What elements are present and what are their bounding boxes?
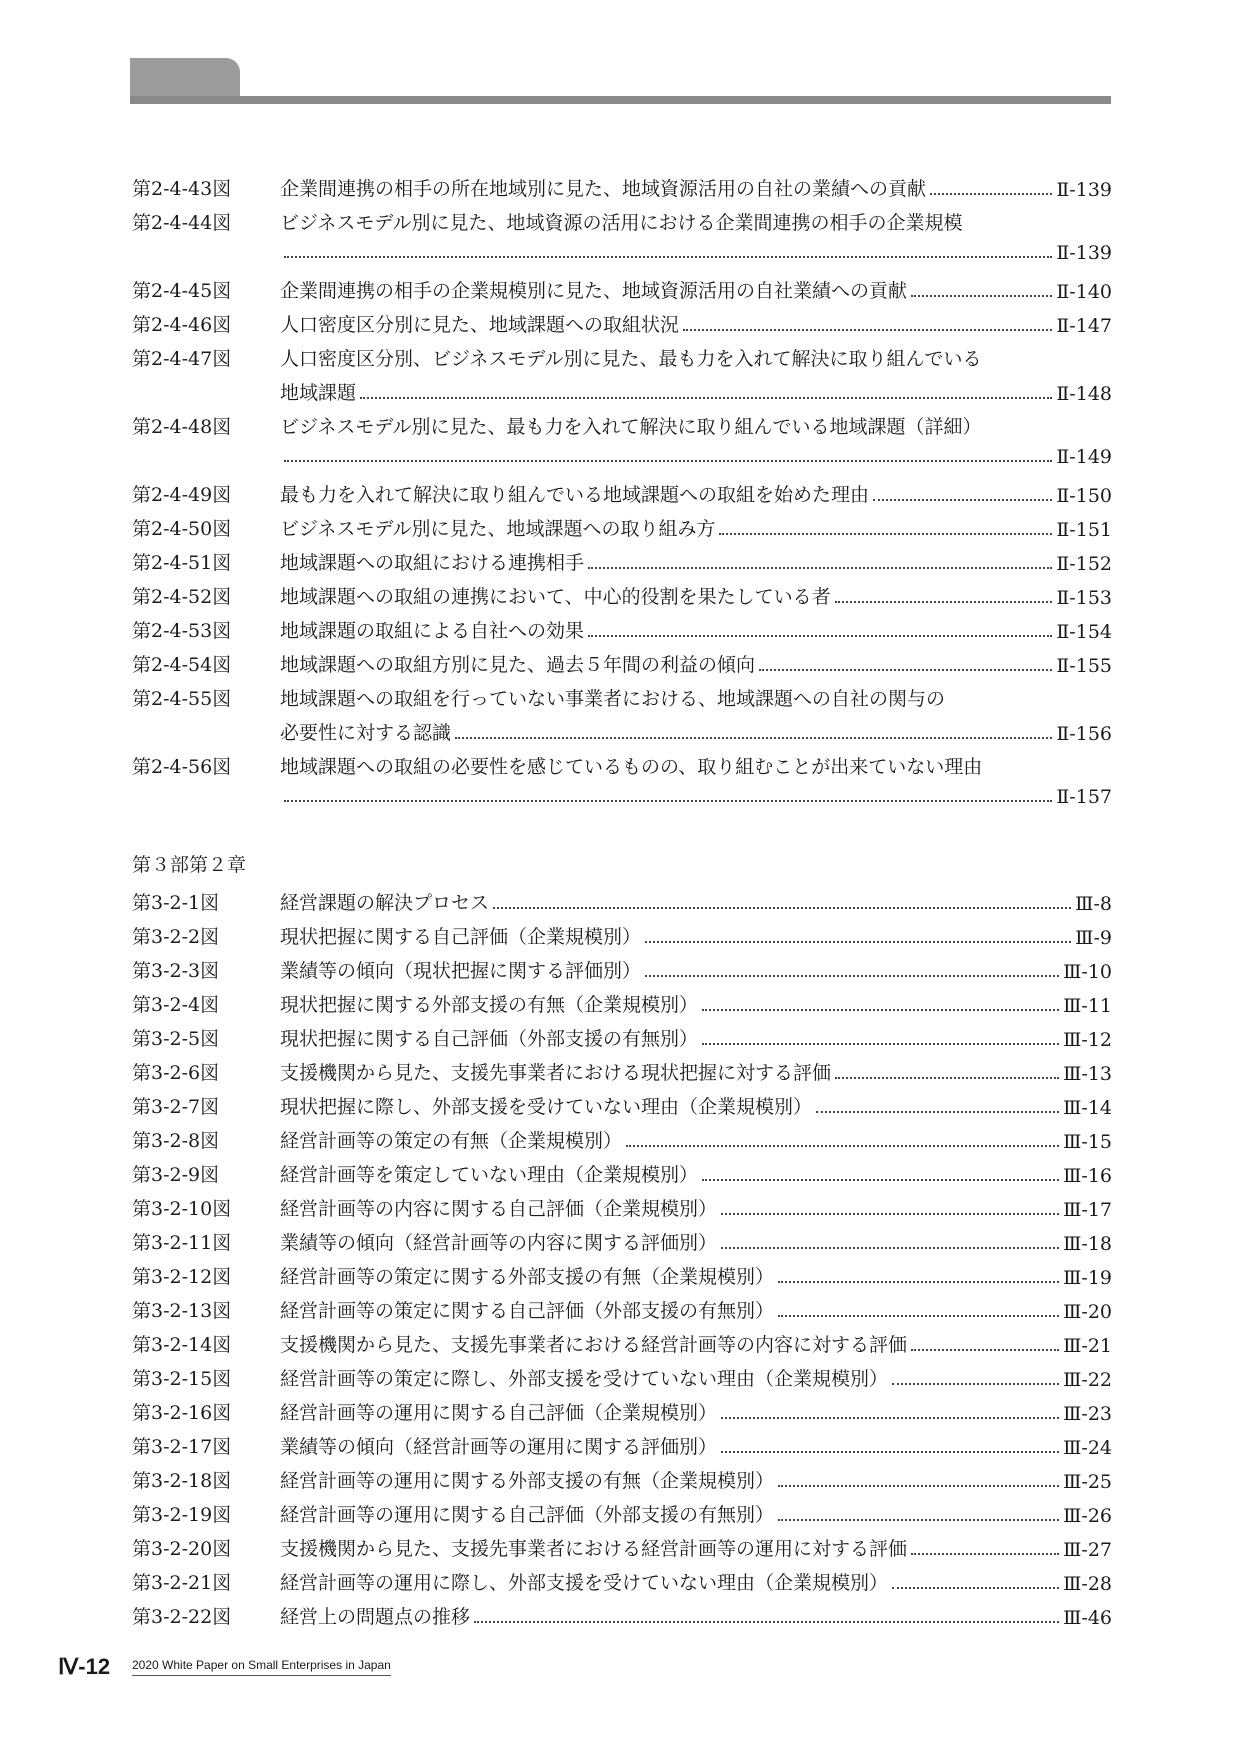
dot-leader [778,1485,1059,1487]
figure-title-line [280,1160,1112,1187]
page-reference: Ⅲ-17 [1063,1199,1112,1221]
figure-number: 第2-4-51図 [132,552,232,574]
toc-entry [132,510,1112,544]
toc-entry [132,986,1112,1020]
figure-title-line [280,1432,1112,1459]
figure-title-line [280,1466,1112,1493]
figure-title: 現状把握に際し、外部支援を受けていない理由（企業規模別） [280,1096,813,1118]
figure-title-line [280,1330,1112,1357]
figure-title: 業績等の傾向（経営計画等の運用に関する評価別） [280,1436,718,1458]
figure-title-line [280,344,1112,371]
toc-entry [132,1224,1112,1258]
toc-entry [132,1326,1112,1360]
figure-title-line [280,276,1112,303]
dot-leader [588,567,1052,569]
dot-leader [911,1349,1059,1351]
figure-title-line [280,514,1112,541]
figure-number: 第3-2-6図 [132,1062,220,1084]
figure-title-line [280,1364,1112,1391]
figure-title-line [280,582,1112,609]
figure-title-line [280,684,1112,711]
toc-entry [132,1156,1112,1190]
figure-title-line [280,888,1112,915]
figure-title: 地域課題への取組における連携相手 [280,552,585,574]
page-reference: Ⅲ-8 [1075,893,1112,915]
figure-title: 経営計画等の策定の有無（企業規模別） [280,1130,623,1152]
figure-title: 地域課題への取組の連携において、中心的役割を果たしている者 [280,586,831,608]
page-reference: Ⅲ-23 [1063,1403,1112,1425]
dot-leader [645,941,1071,943]
figure-title-line [280,446,1112,468]
dot-leader [360,397,1052,399]
dot-leader [702,1043,1059,1045]
figure-title: 経営計画等の運用に関する外部支援の有無（企業規模別） [280,1470,775,1492]
figure-number: 第3-2-21図 [132,1572,232,1594]
figure-title: 地域課題の取組による自社への効果 [280,620,585,642]
figure-number: 第3-2-13図 [132,1300,232,1322]
page-reference: Ⅲ-28 [1063,1573,1112,1595]
figure-title: 経営計画等の策定に関する自己評価（外部支援の有無別） [280,1300,775,1322]
figure-title: 支援機関から見た、支援先事業者における経営計画等の運用に対する評価 [280,1538,908,1560]
page-reference: Ⅱ-150 [1056,485,1112,507]
figure-title-line [280,208,1112,235]
figure-title-line [280,718,1112,745]
figure-title: 経営上の問題点の推移 [280,1606,471,1628]
figure-number: 第3-2-12図 [132,1266,232,1288]
page-reference: Ⅲ-19 [1063,1267,1112,1289]
section-spacer [132,816,1112,846]
figure-title: ビジネスモデル別に見た、地域資源の活用における企業間連携の相手の企業規模 [280,212,963,234]
figure-title-line [280,1296,1112,1323]
dot-leader [284,460,1052,462]
toc-entry-continuation [132,782,1112,816]
figure-title: ビジネスモデル別に見た、地域課題への取り組み方 [280,518,716,540]
figure-number: 第2-4-46図 [132,314,232,336]
figure-title-line [280,548,1112,575]
figure-title-line [280,174,1112,201]
dot-leader [930,193,1052,195]
page-reference: Ⅲ-11 [1063,995,1112,1017]
dot-leader [873,499,1052,501]
header-bar [130,96,1111,104]
figure-number: 第2-4-56図 [132,756,232,778]
dot-leader [816,1111,1059,1113]
figure-title: 地域課題への取組の必要性を感じているものの、取り組むことが出来ていない理由 [280,756,983,778]
page-reference: Ⅲ-24 [1063,1437,1112,1459]
page-reference: Ⅲ-9 [1075,927,1112,949]
figure-title: 現状把握に関する自己評価（外部支援の有無別） [280,1028,699,1050]
figure-title: 支援機関から見た、支援先事業者における経営計画等の内容に対する評価 [280,1334,908,1356]
page-reference: Ⅲ-27 [1063,1539,1112,1561]
dot-leader [474,1621,1059,1623]
figure-title: 人口密度区分別、ビジネスモデル別に見た、最も力を入れて解決に取り組んでいる [280,348,982,370]
figure-number: 第3-2-2図 [132,926,220,948]
dot-leader [721,1247,1059,1249]
toc-entry [132,306,1112,340]
figure-number: 第2-4-47図 [132,348,232,370]
page-reference: Ⅲ-25 [1063,1471,1112,1493]
toc-entry-continuation [132,374,1112,408]
figure-number: 第3-2-22図 [132,1606,232,1628]
page-reference: Ⅱ-155 [1056,655,1112,677]
figure-title-line [280,480,1112,507]
toc-entry [132,1462,1112,1496]
figure-title: 現状把握に関する自己評価（企業規模別） [280,926,642,948]
toc-entry [132,884,1112,918]
figure-title-line [280,922,1112,949]
toc-entry [132,340,1112,374]
toc-entry [132,1190,1112,1224]
page-reference: Ⅱ-139 [1056,242,1112,264]
dot-leader [683,329,1052,331]
toc-entry [132,272,1112,306]
page-reference: Ⅲ-13 [1063,1063,1112,1085]
dot-leader [702,1179,1059,1181]
figure-number: 第2-4-43図 [132,178,232,200]
toc-entry-continuation [132,442,1112,476]
toc-entry [132,1394,1112,1428]
figure-number: 第3-2-5図 [132,1028,220,1050]
dot-leader [835,601,1053,603]
figure-title-line [280,1092,1112,1119]
page-reference: Ⅲ-14 [1063,1097,1112,1119]
page-reference: Ⅲ-22 [1063,1369,1112,1391]
figure-title-line [280,1398,1112,1425]
figure-number: 第3-2-3図 [132,960,220,982]
page-reference: Ⅱ-149 [1056,446,1112,468]
page-reference: Ⅱ-157 [1056,786,1112,808]
figure-title-line [280,786,1112,808]
figure-number: 第3-2-16図 [132,1402,232,1424]
figure-number: 第3-2-18図 [132,1470,232,1492]
dot-leader [626,1145,1059,1147]
figure-title-line [280,1058,1112,1085]
page-reference: Ⅱ-139 [1056,179,1112,201]
toc-entry-continuation [132,238,1112,272]
figure-title-line [280,1534,1112,1561]
figure-title: 経営課題の解決プロセス [280,892,490,914]
figure-number: 第2-4-45図 [132,280,232,302]
figure-number: 第3-2-9図 [132,1164,220,1186]
dot-leader [911,295,1052,297]
dot-leader [284,256,1052,258]
toc-entry [132,1020,1112,1054]
dot-leader [588,635,1052,637]
toc-entry [132,408,1112,442]
dot-leader [493,907,1071,909]
toc-entry [132,1088,1112,1122]
figure-title: 経営計画等を策定していない理由（企業規模別） [280,1164,699,1186]
toc-entry [132,578,1112,612]
dot-leader [721,1213,1059,1215]
toc-entry [132,544,1112,578]
page-reference: Ⅱ-153 [1056,587,1112,609]
toc-entry [132,1360,1112,1394]
figure-number: 第3-2-20図 [132,1538,232,1560]
page-reference: Ⅲ-18 [1063,1233,1112,1255]
dot-leader [892,1587,1059,1589]
footer-publication: 2020 White Paper on Small Enterprises in Japan [132,1658,391,1676]
figure-number: 第2-4-49図 [132,484,232,506]
figure-number: 第2-4-52図 [132,586,232,608]
figure-title-line [280,1262,1112,1289]
toc-entry [132,1292,1112,1326]
figure-number: 第2-4-50図 [132,518,232,540]
page-reference: Ⅱ-156 [1056,723,1112,745]
figure-title-continued: 必要性に対する認識 [280,722,452,744]
footer-page-number: Ⅳ-12 [58,1654,111,1679]
dot-leader [778,1315,1059,1317]
toc-entry [132,1054,1112,1088]
toc-entry [132,612,1112,646]
page-reference: Ⅲ-12 [1063,1029,1112,1051]
toc-entry [132,680,1112,714]
toc-entry [132,204,1112,238]
figure-title: 現状把握に関する外部支援の有無（企業規模別） [280,994,699,1016]
figure-title: 支援機関から見た、支援先事業者における現状把握に対する評価 [280,1062,832,1084]
figure-title-line [280,1024,1112,1051]
toc-entry [132,1428,1112,1462]
dot-leader [702,1009,1059,1011]
page-reference: Ⅲ-15 [1063,1131,1112,1153]
page-reference: Ⅲ-16 [1063,1165,1112,1187]
figure-list-part3 [132,884,1112,1632]
figure-title: 人口密度区分別に見た、地域課題への取組状況 [280,314,680,336]
page-reference: Ⅲ-20 [1063,1301,1112,1323]
header-tab [130,58,240,100]
page-reference: Ⅲ-46 [1063,1607,1112,1629]
figure-number: 第2-4-54図 [132,654,232,676]
figure-title-continued: 地域課題 [280,382,357,404]
figure-number: 第3-2-19図 [132,1504,232,1526]
toc-entry [132,952,1112,986]
figure-title-line [280,412,1112,439]
figure-title: 最も力を入れて解決に取り組んでいる地域課題への取組を始めた理由 [280,484,870,506]
figure-title: 地域課題への取組を行っていない事業者における、地域課題への自社の関与の [280,688,946,710]
figure-number: 第2-4-53図 [132,620,232,642]
dot-leader [759,669,1052,671]
dot-leader [911,1553,1059,1555]
figure-number: 第2-4-44図 [132,212,232,234]
toc-entry [132,1496,1112,1530]
dot-leader [778,1281,1059,1283]
table-of-figures [132,170,1112,1632]
figure-number: 第3-2-14図 [132,1334,232,1356]
toc-entry [132,918,1112,952]
figure-title-line [280,242,1112,264]
figure-number: 第3-2-17図 [132,1436,232,1458]
dot-leader [892,1383,1059,1385]
toc-entry [132,1122,1112,1156]
figure-title-line [280,956,1112,983]
page-reference: Ⅱ-151 [1056,519,1112,541]
dot-leader [645,975,1059,977]
page-reference: Ⅲ-10 [1063,961,1112,983]
figure-title: 企業間連携の相手の企業規模別に見た、地域資源活用の自社業績への貢献 [280,280,908,302]
figure-number: 第3-2-11図 [132,1232,232,1254]
toc-entry [132,1258,1112,1292]
figure-title-line [280,1228,1112,1255]
figure-number: 第3-2-4図 [132,994,220,1016]
figure-title-line [280,378,1112,405]
toc-entry [132,170,1112,204]
figure-number: 第3-2-1図 [132,892,220,914]
page-reference: Ⅲ-26 [1063,1505,1112,1527]
figure-title: 経営計画等の内容に関する自己評価（企業規模別） [280,1198,718,1220]
figure-title: 経営計画等の策定に関する外部支援の有無（企業規模別） [280,1266,775,1288]
figure-number: 第3-2-7図 [132,1096,220,1118]
dot-leader [719,533,1052,535]
toc-entry [132,1530,1112,1564]
figure-title: 経営計画等の運用に関する自己評価（外部支援の有無別） [280,1504,775,1526]
toc-entry [132,1564,1112,1598]
figure-title-line [280,1194,1112,1221]
page-reference: Ⅱ-147 [1056,315,1112,337]
figure-title: 経営計画等の策定に際し、外部支援を受けていない理由（企業規模別） [280,1368,889,1390]
section-heading: 第３部第２章 [132,854,247,876]
page-reference: Ⅱ-140 [1056,281,1112,303]
toc-entry [132,476,1112,510]
dot-leader [778,1519,1059,1521]
figure-title: 業績等の傾向（経営計画等の内容に関する評価別） [280,1232,718,1254]
figure-number: 第2-4-55図 [132,688,232,710]
figure-number: 第3-2-8図 [132,1130,220,1152]
figure-title: 業績等の傾向（現状把握に関する評価別） [280,960,642,982]
figure-title-line [280,752,1112,779]
figure-title-line [280,1126,1112,1153]
figure-title-line [280,310,1112,337]
figure-title: 地域課題への取組方別に見た、過去５年間の利益の傾向 [280,654,756,676]
dot-leader [284,800,1052,802]
figure-title-line [280,990,1112,1017]
dot-leader [835,1077,1059,1079]
toc-entry [132,646,1112,680]
figure-number: 第3-2-15図 [132,1368,232,1390]
page-reference: Ⅱ-152 [1056,553,1112,575]
dot-leader [721,1451,1059,1453]
figure-title: 経営計画等の運用に際し、外部支援を受けていない理由（企業規模別） [280,1572,889,1594]
figure-number: 第2-4-48図 [132,416,232,438]
figure-title: ビジネスモデル別に見た、最も力を入れて解決に取り組んでいる地域課題（詳細） [280,416,982,438]
figure-title-line [280,1500,1112,1527]
figure-title: 企業間連携の相手の所在地域別に見た、地域資源活用の自社の業績への貢献 [280,178,927,200]
figure-title-line [280,1602,1112,1629]
toc-entry-continuation [132,714,1112,748]
figure-number: 第3-2-10図 [132,1198,232,1220]
toc-entry [132,748,1112,782]
dot-leader [721,1417,1059,1419]
dot-leader [455,737,1052,739]
figure-title-line [280,650,1112,677]
figure-title-line [280,616,1112,643]
toc-entry [132,1598,1112,1632]
figure-title-line [280,1568,1112,1595]
figure-list-part2 [132,170,1112,816]
page-reference: Ⅲ-21 [1063,1335,1112,1357]
page-reference: Ⅱ-148 [1056,383,1112,405]
figure-title: 経営計画等の運用に関する自己評価（企業規模別） [280,1402,718,1424]
page-reference: Ⅱ-154 [1056,621,1112,643]
